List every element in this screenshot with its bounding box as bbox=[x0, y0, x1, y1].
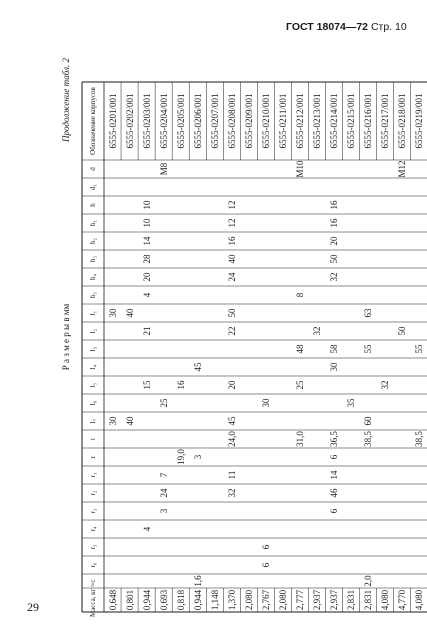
table-cell-l5: 16 bbox=[175, 380, 186, 390]
column-header-r2: r₂ bbox=[89, 490, 97, 496]
table-cell-h3: 40 bbox=[226, 254, 237, 264]
row-mass: 4,770 bbox=[397, 589, 408, 611]
table-cell-t: 38,5 bbox=[363, 431, 374, 447]
table-cell-h2: 14 bbox=[141, 236, 152, 246]
standard-code: ГОСТ 18074—72 bbox=[286, 21, 369, 33]
table-cell-h1: 10 bbox=[141, 218, 152, 228]
row-mass: 2,767 bbox=[260, 589, 271, 611]
column-header-r3: r₃ bbox=[89, 508, 97, 514]
column-header-l4: l₄ bbox=[89, 364, 97, 370]
row-mass: 2,080 bbox=[243, 589, 254, 611]
row-mass: 0,818 bbox=[175, 589, 186, 611]
table-cell-l4: 45 bbox=[192, 362, 203, 372]
table-cell-l6: 25 bbox=[158, 398, 169, 408]
table-cell-r2: 24 bbox=[158, 488, 169, 498]
table-cell-l3: 48 bbox=[294, 344, 305, 354]
row-designation: 6555-0204/001 bbox=[158, 93, 169, 149]
column-header-l5: l₅ bbox=[89, 382, 97, 388]
row-designation: 6555-0209/001 bbox=[243, 93, 254, 149]
row-designation: 6555-0212/001 bbox=[294, 93, 305, 149]
table-cell-r6: 6 bbox=[260, 562, 271, 568]
table-cell-d: M8 bbox=[158, 162, 169, 176]
column-header-designation: Обозначение корпусов bbox=[89, 87, 97, 155]
table-cell-r2: 46 bbox=[329, 488, 340, 498]
table-cell-l5: 20 bbox=[226, 380, 237, 390]
row-designation: 6555-0218/001 bbox=[397, 93, 408, 149]
continuation-note: Продолжение табл. 2 bbox=[61, 58, 71, 142]
table-cell-l1: 63 bbox=[363, 308, 374, 318]
table-cell-h: 12 bbox=[226, 200, 237, 210]
table-cell-l5: 32 bbox=[380, 380, 391, 390]
table-cell-t: 38,5 bbox=[414, 431, 425, 447]
row-mass: 2,831 bbox=[346, 589, 357, 611]
page-label: Стр. 10 bbox=[370, 21, 407, 33]
row-designation: 6555-0215/001 bbox=[346, 93, 357, 149]
table-cell-h4: 20 bbox=[141, 272, 152, 282]
table-cell-r: 3 bbox=[192, 454, 203, 460]
table-cell-l3: 55 bbox=[414, 344, 425, 354]
table-cell-h1: 16 bbox=[329, 218, 340, 228]
row-mass: 1,370 bbox=[226, 589, 237, 611]
table-cell-l2: 22 bbox=[226, 326, 237, 336]
table-cell-r1: 11 bbox=[226, 470, 237, 480]
table-cell-l7: 40 bbox=[124, 416, 135, 426]
table-cell-t: 36,5 bbox=[329, 431, 340, 447]
table-cell-l1: 30 bbox=[107, 308, 118, 318]
row-designation: 6555-0205/001 bbox=[175, 93, 186, 149]
row-designation: 6555-0219/001 bbox=[414, 93, 425, 149]
table-cell-h4: 32 bbox=[329, 272, 340, 282]
row-mass: 0,944 bbox=[141, 589, 152, 611]
table-cell-h3: 50 bbox=[329, 254, 340, 264]
table-cell-l5: 15 bbox=[141, 380, 152, 390]
row-mass: 0,801 bbox=[124, 589, 135, 611]
table-cell-l2: 50 bbox=[397, 326, 408, 336]
row-designation: 6555-0210/001 bbox=[260, 93, 271, 149]
table-cell-r4: 4 bbox=[141, 526, 152, 532]
column-header-h5: h₅ bbox=[89, 292, 97, 298]
table-cell-l1: 50 bbox=[226, 308, 237, 318]
table-cell-l2: 21 bbox=[141, 326, 152, 336]
row-mass: 0,648 bbox=[107, 589, 118, 611]
column-header-d: d bbox=[89, 167, 97, 171]
table-cell-l1: 40 bbox=[124, 308, 135, 318]
row-mass: 2,937 bbox=[329, 589, 340, 611]
column-header-l1: l₁ bbox=[89, 310, 97, 316]
table-cell-l6: 35 bbox=[346, 398, 357, 408]
row-mass: 0,693 bbox=[158, 589, 169, 611]
table-cell-d: M12 bbox=[397, 160, 408, 178]
table-cell-h2: 16 bbox=[226, 236, 237, 246]
row-designation: 6555-0208/001 bbox=[226, 93, 237, 149]
row-designation: 6555-0217/001 bbox=[380, 93, 391, 149]
row-mass: 0,944 bbox=[192, 589, 203, 611]
table-cell-r: 19,0 bbox=[175, 449, 186, 465]
column-header-r: r bbox=[89, 455, 97, 459]
table-cell-l5: 25 bbox=[294, 380, 305, 390]
column-header-h1: h₁ bbox=[89, 220, 97, 226]
table-cell-l7: 60 bbox=[363, 416, 374, 426]
column-header-r1: r₁ bbox=[89, 472, 97, 478]
row-designation: 6555-0207/001 bbox=[209, 93, 220, 149]
table-cell-l7: 45 bbox=[226, 416, 237, 426]
column-header-r6: r₆ bbox=[89, 562, 97, 568]
table-cell-l7: 30 bbox=[107, 416, 118, 426]
table-cell-r2: 32 bbox=[226, 488, 237, 498]
column-header-l7: l₇ bbox=[89, 418, 97, 424]
table-cell-h4: 24 bbox=[226, 272, 237, 282]
row-designation: 6555-0203/001 bbox=[141, 93, 152, 149]
table-cell-l3: 58 bbox=[329, 344, 340, 354]
column-header-d1: d₁ bbox=[89, 184, 97, 190]
row-designation: 6555-0211/001 bbox=[277, 93, 288, 149]
column-header-r5: r₅ bbox=[89, 544, 97, 550]
row-mass: 2,831 bbox=[363, 589, 374, 611]
table-cell-r1: 7 bbox=[158, 472, 169, 478]
table-cell-t: 31,0 bbox=[294, 431, 305, 447]
row-designation: 6555-0202/001 bbox=[124, 93, 135, 149]
table-cell-r5: 6 bbox=[260, 544, 271, 550]
table-cell-t: 24,0 bbox=[226, 431, 237, 447]
table-cell-h3: 28 bbox=[141, 254, 152, 264]
row-designation: 6555-0216/001 bbox=[363, 93, 374, 149]
row-mass: 4,080 bbox=[380, 589, 391, 611]
row-mass: 2,080 bbox=[277, 589, 288, 611]
table-cell-l4: 30 bbox=[329, 362, 340, 372]
column-header-l6: l₆ bbox=[89, 400, 97, 406]
table-cell-c: 1,6 bbox=[192, 575, 203, 587]
table-cell-r: 6 bbox=[329, 454, 340, 460]
column-header-l3: l₃ bbox=[89, 346, 97, 352]
table-cell-h5: 8 bbox=[294, 292, 305, 298]
table-cell-l6: 30 bbox=[260, 398, 271, 408]
column-header-t: t bbox=[89, 438, 97, 440]
row-designation: 6555-0201/001 bbox=[107, 93, 118, 149]
table-cell-l2: 32 bbox=[312, 326, 323, 336]
table-cell-h5: 4 bbox=[141, 292, 152, 298]
row-designation: 6555-0214/001 bbox=[329, 93, 340, 149]
table-cell-d: M10 bbox=[294, 160, 305, 178]
row-mass: 2,937 bbox=[312, 589, 323, 611]
table-cell-h: 10 bbox=[141, 200, 152, 210]
table-cell-c: 2,0 bbox=[363, 575, 374, 587]
table-cell-h2: 20 bbox=[329, 236, 340, 246]
row-mass: 4,080 bbox=[414, 589, 425, 611]
page-number: 29 bbox=[27, 600, 39, 614]
column-header-h3: h₃ bbox=[89, 256, 97, 262]
table-cell-h1: 12 bbox=[226, 218, 237, 228]
table-cell-l3: 55 bbox=[363, 344, 374, 354]
column-header-h2: h₂ bbox=[89, 238, 97, 244]
table-cell-h: 16 bbox=[329, 200, 340, 210]
row-designation: 6555-0213/001 bbox=[312, 93, 323, 149]
column-header-c: c bbox=[89, 579, 97, 583]
column-header-mass: Масса, кг ≈ bbox=[89, 582, 97, 618]
row-mass: 1,148 bbox=[209, 589, 220, 611]
row-designation: 6555-0206/001 bbox=[192, 93, 203, 149]
table-cell-r1: 14 bbox=[329, 470, 340, 480]
row-mass: 2,777 bbox=[294, 589, 305, 611]
column-header-l2: l₂ bbox=[89, 328, 97, 334]
table-title: Р а з м е р ы в мм bbox=[61, 303, 71, 371]
column-header-h4: h₄ bbox=[89, 274, 97, 280]
table-cell-r3: 6 bbox=[329, 508, 340, 514]
table-cell-r3: 3 bbox=[158, 508, 169, 514]
column-header-r4: r₄ bbox=[89, 526, 97, 532]
column-header-h: h bbox=[89, 203, 97, 207]
